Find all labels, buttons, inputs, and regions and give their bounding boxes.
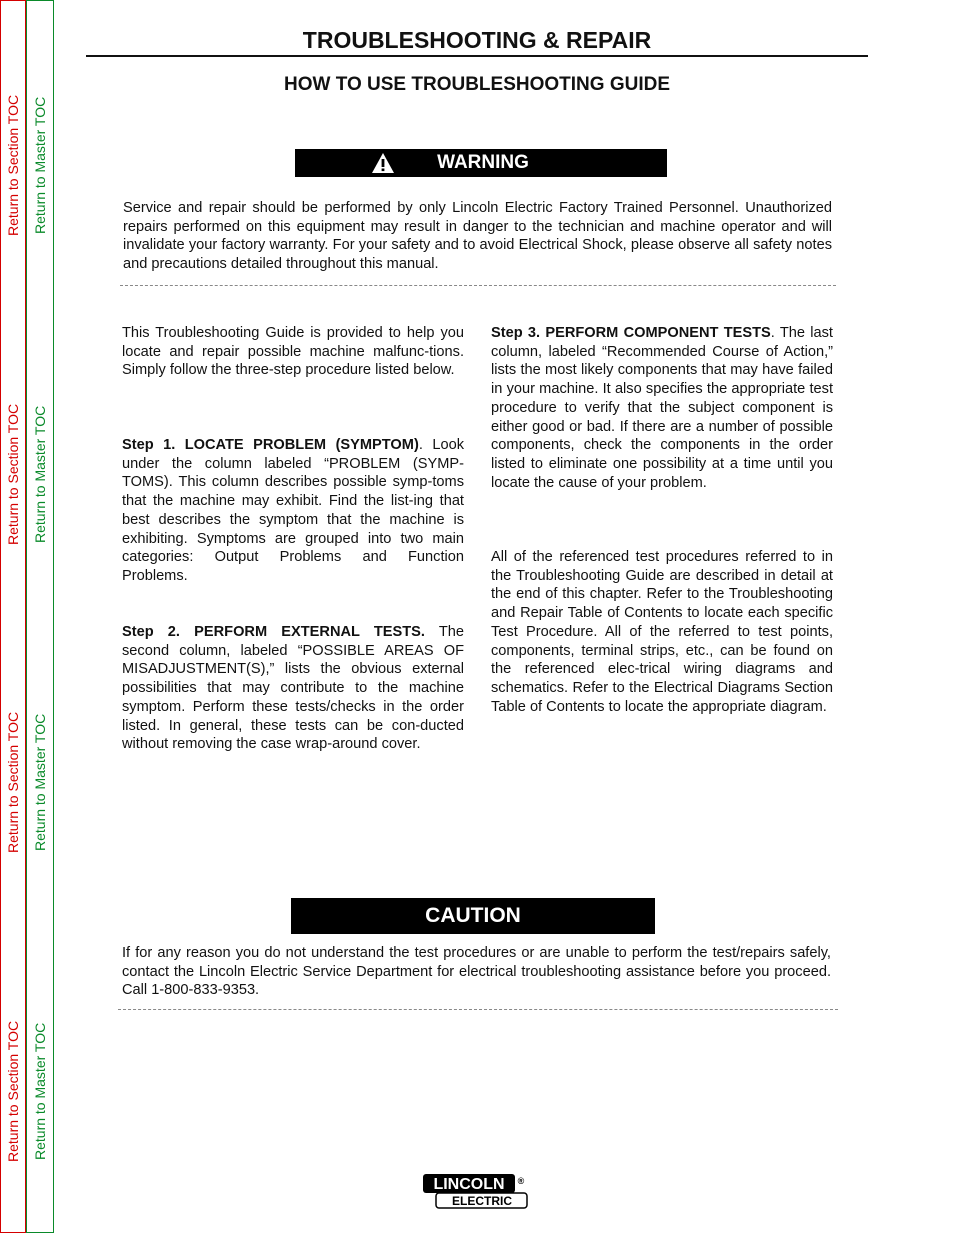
step3-paragraph — [491, 324, 833, 492]
title-divider — [86, 55, 868, 57]
warning-triangle-icon — [371, 152, 395, 174]
step2-heading: Step 2. PERFORM EXTERNAL TESTS. — [122, 624, 425, 640]
step1-paragraph — [122, 436, 464, 586]
caution-label: CAUTION — [425, 904, 521, 927]
caution-banner — [291, 898, 655, 934]
logo-registered-mark: ® — [517, 1176, 525, 1186]
caution-text: If for any reason you do not understand the test procedures or are unable to perform the test/repairs safely, contact the Lincoln Electric Service Department for electrical troubleshooting assistance before you proceed. Call 1-800-833-9353. — [122, 945, 831, 999]
return-to-section-toc-link-3[interactable]: Return to Section TOC — [5, 711, 21, 853]
return-to-master-toc-link-1[interactable]: Return to Master TOC — [32, 96, 48, 234]
section-subtitle: HOW TO USE TROUBLESHOOTING GUIDE — [284, 74, 670, 95]
return-to-master-toc-link-4[interactable]: Return to Master TOC — [32, 1022, 48, 1160]
warning-text: Service and repair should be performed by only Lincoln Electric Factory Trained Personnel. Unauthorized repairs performed on this equipment may result in danger to the technician and machine operator and will invalidate your factory warranty. For your safety and to avoid Electrical Shock, please observe all safety notes and precautions detailed throughout this manual. — [123, 200, 832, 273]
step1-text: . Look under the column labeled “PROBLEM (SYMP-TOMS). This column describes possible symp-toms that the machine may exhibit. Find the list-ing that best describes the symptom that the machine is exhibiting. Symptoms are grouped into two main categories: Output Problems and Function Problems. — [122, 437, 464, 584]
warning-label: WARNING — [437, 152, 529, 173]
return-to-section-toc-link-1[interactable]: Return to Section TOC — [5, 94, 21, 236]
intro-paragraph: This Troubleshooting Guide is provided to help you locate and repair possible machine malfunc-tions. Simply follow the three-step procedure listed below. — [122, 325, 464, 379]
lincoln-electric-logo — [422, 1173, 528, 1209]
step3-heading: Step 3. PERFORM COMPONENT TESTS — [491, 325, 771, 341]
step1-heading: Step 1. LOCATE PROBLEM (SYMPTOM) — [122, 437, 419, 453]
return-to-section-toc-link-4[interactable]: Return to Section TOC — [5, 1020, 21, 1162]
logo-line2: ELECTRIC — [452, 1194, 512, 1208]
return-to-master-toc-link-2[interactable]: Return to Master TOC — [32, 405, 48, 543]
references-paragraph: All of the referenced test procedures referred to in the Troubleshooting Guide are described in detail at the end of this chapter. Refer to the Troubleshooting and Repair Table of Contents to locate each specific Test Procedure. All of the referred to test points, components, terminal strips, etc., can be found on the referenced elec-trical wiring diagrams and schematics. Refer to the Electrical Diagrams Section Table of Contents to locate the appropriate diagram. — [491, 549, 833, 715]
step3-text: . The last column, labeled “Recommended Course of Action,” lists the most likely components that may have failed in your machine. It also specifies the appropriate test procedure to verify that the subject component is either good or bad. If there are a number of possible components, check the components in the order listed to eliminate one possibility at a time until you locate the cause of your problem. — [491, 325, 833, 491]
step2-paragraph — [122, 623, 464, 754]
step2-text: The second column, labeled “POSSIBLE AREAS OF MISADJUSTMENT(S),” lists the obvious external possibilities that may contribute to the machine symptom. Perform these tests/checks in the order listed. In general, these tests can be con-ducted without removing the case wrap-around cover. — [122, 624, 464, 753]
dashed-divider-bottom — [118, 1009, 838, 1010]
return-to-master-toc-link-3[interactable]: Return to Master TOC — [32, 713, 48, 851]
dashed-divider — [120, 285, 836, 286]
logo-line1: LINCOLN — [433, 1176, 505, 1193]
page-title: TROUBLESHOOTING & REPAIR — [302, 27, 652, 53]
warning-banner — [295, 149, 667, 177]
return-to-section-toc-link-2[interactable]: Return to Section TOC — [5, 403, 21, 545]
